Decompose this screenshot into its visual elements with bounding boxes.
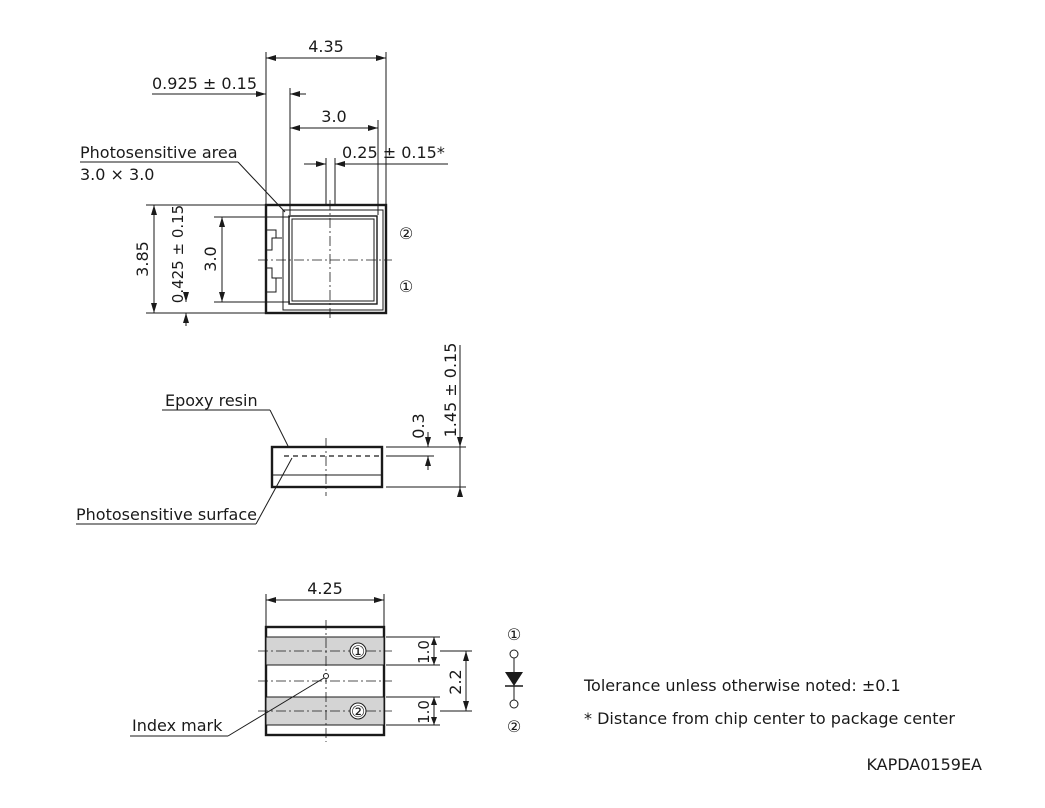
top-view-pin1-marker: ①	[398, 277, 414, 296]
arrow-0-425-lower	[183, 313, 189, 323]
tolerance-note: Tolerance unless otherwise noted: ±0.1	[584, 676, 901, 695]
dim-width-4-25: 4.25	[307, 579, 343, 598]
arrow-right-4-25	[374, 597, 384, 603]
label-area-size: 3.0 × 3.0	[80, 165, 155, 184]
top-view-lead-tab-upper	[266, 230, 276, 250]
leader-line-epoxy-resin	[270, 410, 288, 446]
arrow-0-925-left	[256, 91, 266, 97]
arrow-top-3-0	[219, 217, 225, 227]
bottom-view	[130, 579, 472, 742]
label-index-mark: Index mark	[132, 716, 223, 735]
photodiode-symbol-icon	[505, 672, 523, 686]
schematic-pin2-label: ②	[506, 717, 522, 736]
top-view-lead-leaders	[276, 238, 282, 278]
label-photosensitive-area: Photosensitive area	[80, 143, 238, 162]
dim-width-4-35: 4.35	[308, 37, 344, 56]
label-epoxy-resin: Epoxy resin	[165, 391, 258, 410]
arrow-bottom-3-0	[219, 292, 225, 302]
schematic-pin1-label: ①	[506, 625, 522, 644]
dim-thickness-1-45: 1.45 ± 0.15	[441, 342, 460, 438]
drawing-id: KAPDA0159EA	[866, 755, 982, 774]
top-view-lead-tab-lower	[266, 268, 276, 292]
label-photosensitive-surface: Photosensitive surface	[76, 505, 257, 524]
side-view	[76, 343, 466, 524]
arrow-pitch-bottom	[463, 701, 469, 711]
arrow-left-4-35	[266, 55, 276, 61]
leader-line-photosensitive-surface	[256, 458, 292, 524]
schematic-pin1-terminal	[510, 650, 518, 658]
pad-1-label: ①	[350, 642, 366, 661]
dim-vertical-offset-0-425: 0.425 ± 0.15	[169, 204, 187, 304]
dim-height-3-85: 3.85	[133, 241, 152, 277]
photodiode-schematic	[505, 625, 523, 736]
pad-2-label: ②	[350, 702, 366, 721]
arrow-top-3-85	[151, 205, 157, 215]
dim-pad-pitch-2-2: 2.2	[446, 669, 465, 695]
top-view-package-outline	[266, 205, 386, 313]
notes	[583, 676, 982, 774]
arrow-right-4-35	[376, 55, 386, 61]
side-view-package-outline	[272, 447, 382, 487]
dim-offset-0-925: 0.925 ± 0.15	[152, 74, 258, 93]
top-view	[80, 37, 448, 326]
arrow-left-4-25	[266, 597, 276, 603]
dim-pad2-height: 1.0	[415, 700, 433, 724]
dim-area-height-3-0: 3.0	[201, 246, 220, 272]
arrow-0-3-lower	[425, 456, 431, 466]
dim-area-width-3-0: 3.0	[321, 107, 347, 126]
top-view-pin2-marker: ②	[398, 224, 414, 243]
dim-pad1-height: 1.0	[415, 640, 433, 664]
arrow-bottom-1-45	[457, 487, 463, 497]
arrow-pitch-top	[463, 651, 469, 661]
dim-center-offset: 0.25 ± 0.15*	[342, 143, 445, 162]
index-mark-dot	[324, 674, 329, 679]
arrow-0-925-right	[290, 91, 300, 97]
footnote-center-distance: * Distance from chip center to package center	[584, 709, 955, 728]
arrow-3-0-right	[368, 125, 378, 131]
arrow-3-0-left	[290, 125, 300, 131]
arrow-0-25-left	[316, 161, 326, 167]
arrow-bottom-3-85	[151, 303, 157, 313]
schematic-pin2-terminal	[510, 700, 518, 708]
dim-surface-depth-0-3: 0.3	[409, 413, 428, 439]
arrow-top-1-45	[457, 437, 463, 447]
